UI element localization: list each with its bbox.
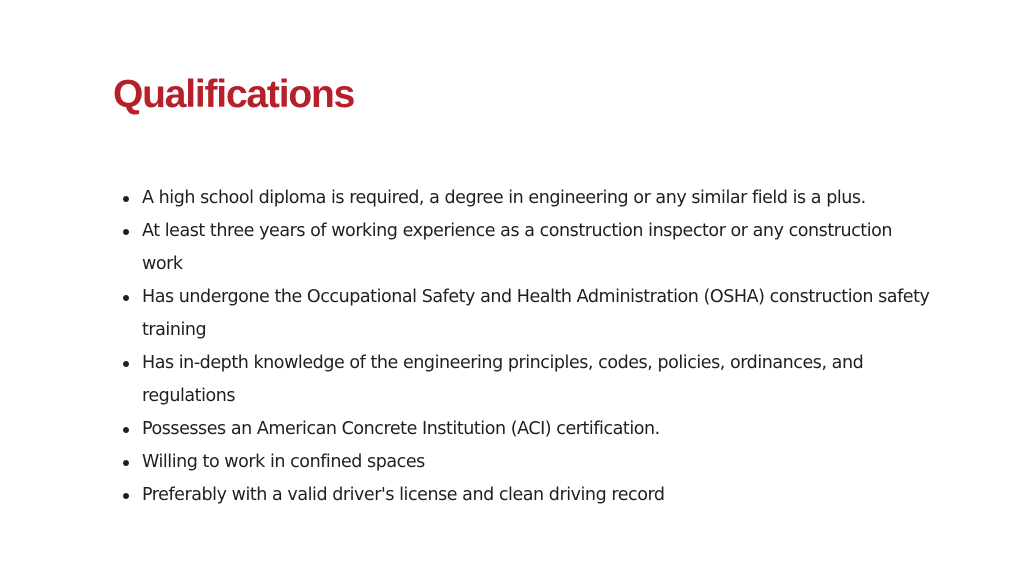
list-item-text: Willing to work in confined spaces [142,452,425,472]
list-item-text: At least three years of working experience as a construction inspector or any construction work [142,221,893,274]
bullet-icon [123,361,129,367]
list-item-text: Has undergone the Occupational Safety and Health Administration (OSHA) construction safety training [142,287,930,340]
list-item-text: Preferably with a valid driver's license and clean driving record [142,485,665,505]
bullet-icon [123,460,129,466]
list-item [113,446,933,479]
list-item [113,479,933,512]
bullet-icon [123,229,129,235]
list-item [113,347,933,413]
bullet-icon [123,196,129,202]
list-item [113,182,933,215]
qualifications-list [113,182,933,512]
list-item [113,215,933,281]
bullet-icon [123,295,129,301]
list-item-text: Possesses an American Concrete Institution (ACI) certification. [142,419,660,439]
list-item [113,413,933,446]
bullet-icon [123,427,129,433]
page-title: Qualifications [113,73,355,116]
list-item-text: Has in-depth knowledge of the engineering principles, codes, policies, ordinances, and regulations [142,353,864,406]
bullet-icon [123,493,129,499]
list-item-text: A high school diploma is required, a degree in engineering or any similar field is a plus. [142,188,866,208]
list-item [113,281,933,347]
